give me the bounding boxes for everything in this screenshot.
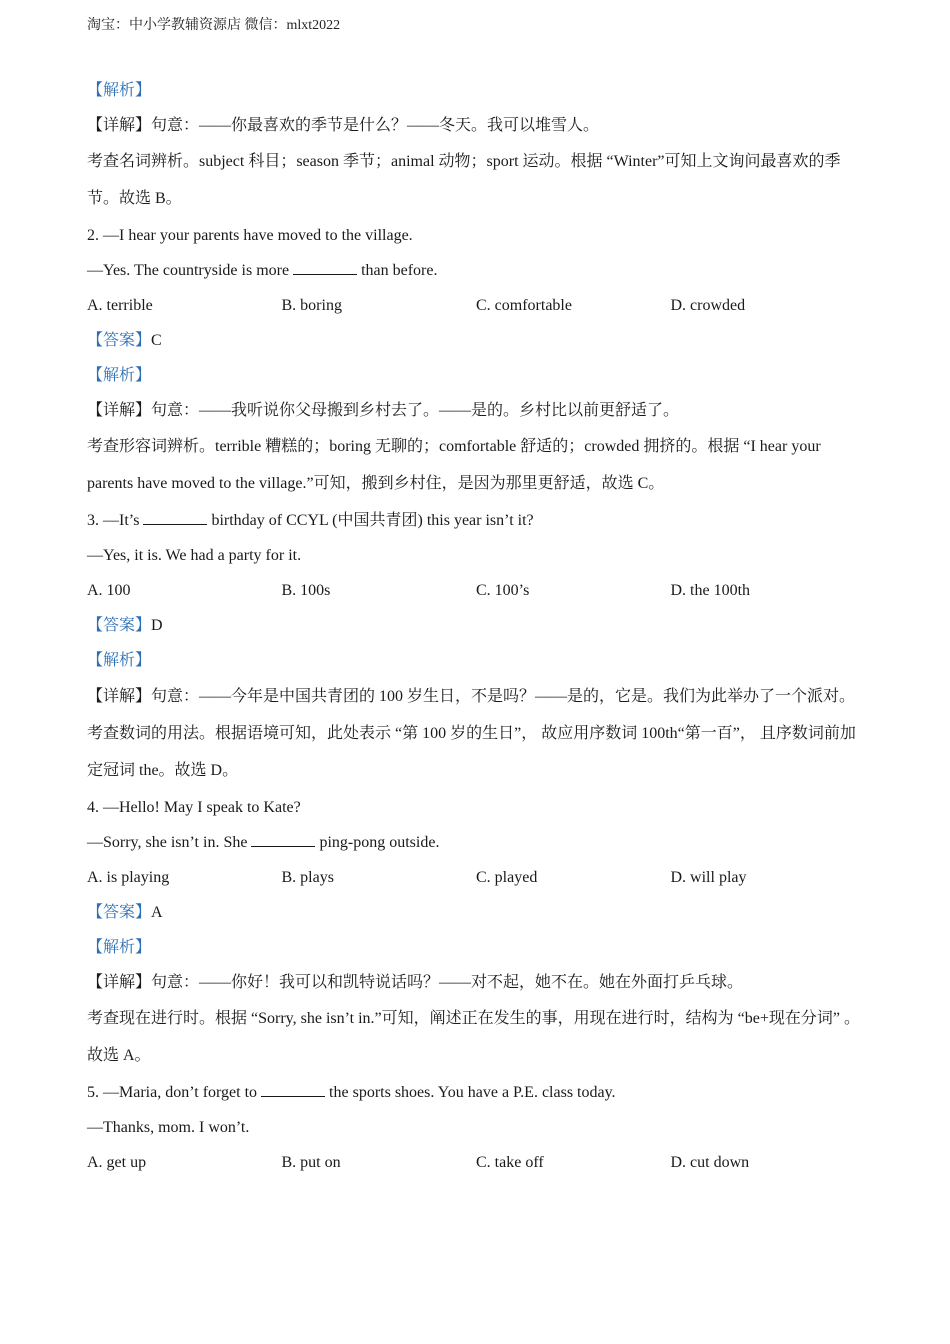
answer-line: 【答案】C [87, 332, 162, 349]
answer-blank [261, 1082, 325, 1097]
question-3-reply: —Yes, it is. We had a party for it. [87, 547, 302, 564]
question-5-stem: 5. —Maria, don’t forget to the sports shoes. You have a P.E. class today. [87, 1084, 616, 1101]
document-body [87, 80, 867, 1187]
analysis-heading: 【解析】 [87, 367, 152, 384]
detail-line: 【详解】句意：——我听说你父母搬到乡村去了。——是的。乡村比以前更舒适了。 [87, 402, 680, 419]
option-a: A. get up [87, 1154, 147, 1171]
option-d: D. cut down [670, 1154, 750, 1171]
option-b: B. put on [281, 1154, 341, 1171]
answer-line: 【答案】A [87, 904, 163, 921]
option-b: B. boring [281, 297, 342, 314]
question-4-stem: 4. —Hello! May I speak to Kate? [87, 799, 301, 816]
answer-blank [251, 832, 315, 847]
analysis-heading: 【解析】 [87, 939, 152, 956]
explanation-paragraph: 考查数词的用法。根据语境可知，此处表示 “第 100 岁的生日”， 故应用序数词 100th“第一百”， 且序数词前加定冠词 the。故选 D。 [87, 725, 856, 779]
option-a: A. 100 [87, 582, 131, 599]
option-d: D. the 100th [670, 582, 751, 599]
option-c: C. comfortable [476, 297, 572, 314]
analysis-heading: 【解析】 [87, 82, 152, 99]
detail-line: 【详解】句意：——你好！我可以和凯特说话吗？——对不起，她不在。她在外面打乒乓球。 [87, 974, 744, 991]
option-b: B. 100s [281, 582, 331, 599]
question-5-reply: —Thanks, mom. I won’t. [87, 1119, 250, 1136]
question-2-stem: 2. —I hear your parents have moved to the village. [87, 227, 413, 244]
option-a: A. is playing [87, 869, 170, 886]
option-c: C. 100’s [476, 582, 530, 599]
analysis-heading: 【解析】 [87, 652, 152, 669]
explanation-paragraph: 考查形容词辨析。terrible 糟糕的；boring 无聊的；comfortable 舒适的；crowded 拥挤的。根据 “I hear your parents have moved to the village.”可知，搬到乡村住，是因为那里更舒适，故选 C。 [87, 438, 821, 492]
answer-line: 【答案】D [87, 617, 163, 634]
page-header: 淘宝：中小学教辅资源店 微信：mlxt2022 [87, 18, 341, 33]
question-3-stem: 3. —It’s birthday of CCYL (中国共青团) this year isn’t it? [87, 512, 534, 529]
question-2-options [87, 295, 867, 317]
question-5-options [87, 1152, 867, 1174]
option-d: D. crowded [670, 297, 746, 314]
option-c: C. take off [476, 1154, 544, 1171]
question-2-reply: —Yes. The countryside is more than before. [87, 262, 438, 279]
option-a: A. terrible [87, 297, 153, 314]
detail-line: 【详解】句意：——你最喜欢的季节是什么？——冬天。我可以堆雪人。 [87, 117, 600, 134]
answer-blank [143, 510, 207, 525]
option-c: C. played [476, 869, 538, 886]
explanation-paragraph: 考查现在进行时。根据 “Sorry, she isn’t in.”可知，阐述正在发生的事，用现在进行时，结构为 “be+现在分词” 。故选 A。 [87, 1010, 860, 1064]
explanation-paragraph: 考查名词辨析。subject 科目；season 季节；animal 动物；sport 运动。根据 “Winter”可知上文询问最喜欢的季节。故选 B。 [87, 153, 841, 207]
question-4-reply: —Sorry, she isn’t in. She ping-pong outside. [87, 834, 440, 851]
answer-blank [293, 260, 357, 275]
question-3-options [87, 580, 867, 602]
option-d: D. will play [670, 869, 747, 886]
option-b: B. plays [281, 869, 334, 886]
question-4-options [87, 867, 867, 889]
detail-paragraph: 【详解】句意：——今年是中国共青团的 100 岁生日，不是吗？——是的，它是。我们为此举办了一个派对。 [87, 688, 856, 705]
